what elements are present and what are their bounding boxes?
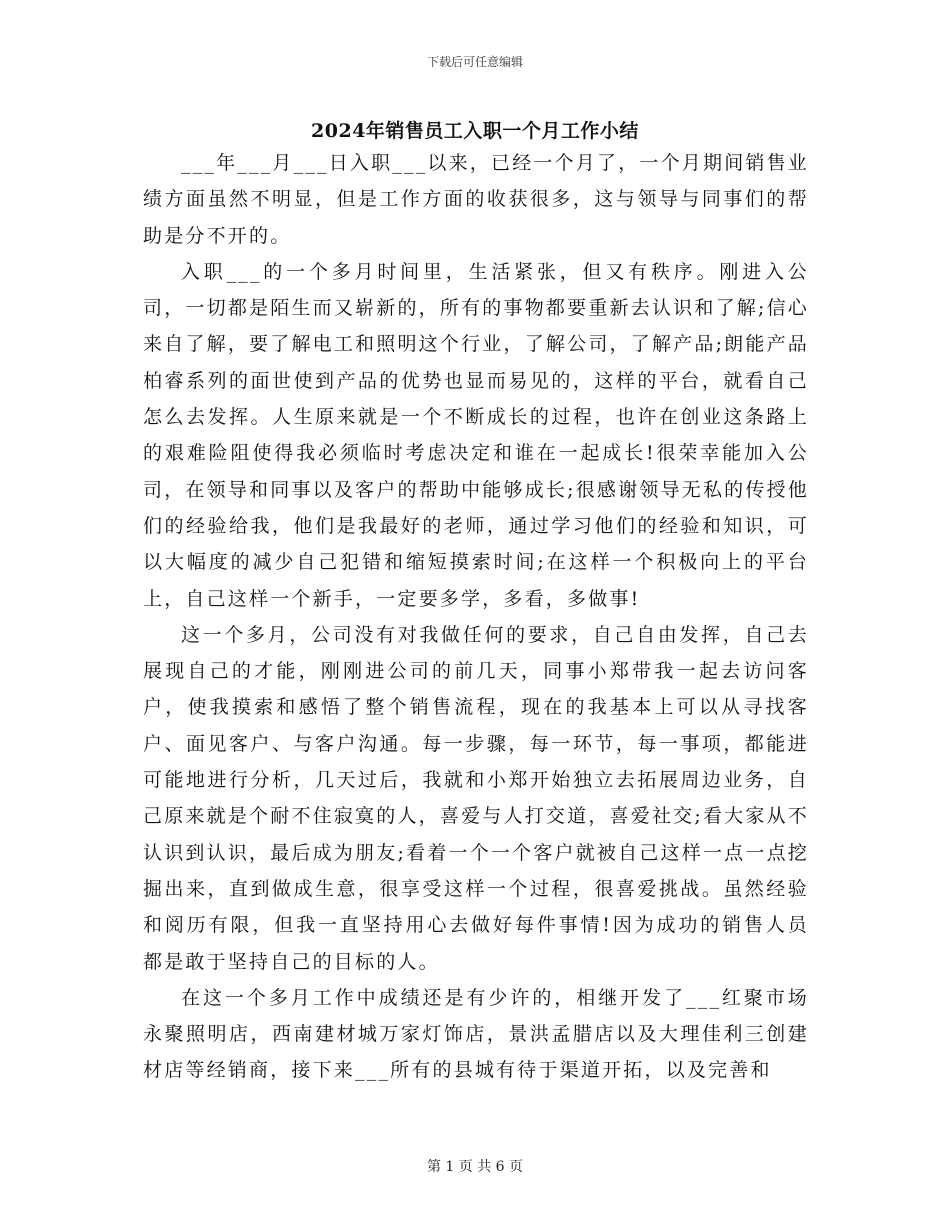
paragraph-3: 这一个多月，公司没有对我做任何的要求，自己自由发挥，自己去展现自己的才能，刚刚进公司的前几天，同事小郑带我一起去访问客户，使我摸索和感悟了整个销售流程，现在的我基本上可以从寻找客户、面见客户、与客户沟通。每一步骤，每一环节，每一事项，都能进可能地进行分析，几天过后，我就和小郑开始独立去拓展周边业务，自己原来就是个耐不住寂寞的人，喜爱与人打交道，喜爱社交;看大家从不认识到认识，最后成为朋友;看着一个一个客户就被自己这样一点一点挖掘出来，直到做成生意，很享受这样一个过程，很喜爱挑战。虽然经验和阅历有限，但我一直坚持用心去做好每件事情!因为成功的销售人员都是敢于坚持自己的目标的人。 xyxy=(143,623,809,973)
document-body xyxy=(143,145,809,1089)
document-title: 2024年销售员工入职一个月工作小结 xyxy=(311,120,639,142)
page-indicator: 第 1 页 共 6 页 xyxy=(426,1159,524,1175)
paragraph-4: 在这一个多月工作中成绩还是有少许的，相继开发了___红聚市场永聚照明店，西南建材城万家灯饰店，景洪孟腊店以及大理佳利三创建材店等经销商，接下来___所有的县城有待于渠道开拓，以及完善和 xyxy=(143,986,809,1082)
header-note: 下载后可任意编辑 xyxy=(426,55,523,69)
paragraph-2: 入职___的一个多月时间里，生活紧张，但又有秩序。刚进入公司，一切都是陌生而又崭新的，所有的事物都要重新去认识和了解;信心来自了解，要了解电工和照明这个行业，了解公司，了解产品;朗能产品柏睿系列的面世使到产品的优势也显而易见的，这样的平台，就看自己怎么去发挥。人生原来就是一个不断成长的过程，也许在创业这条路上的艰难险阻使得我必须临时考虑决定和谁在一起成长!很荣幸能加入公司，在领导和同事以及客户的帮助中能够成长;很感谢领导无私的传授他们的经验给我，他们是我最好的老师，通过学习他们的经验和知识，可以大幅度的减少自己犯错和缩短摸索时间;在这样一个积极向上的平台上，自己这样一个新手，一定要多学，多看，多做事! xyxy=(143,260,809,610)
paragraph-1: ___年___月___日入职___以来，已经一个月了，一个月期间销售业绩方面虽然不明显，但是工作方面的收获很多，这与领导与同事们的帮助是分不开的。 xyxy=(143,152,810,247)
